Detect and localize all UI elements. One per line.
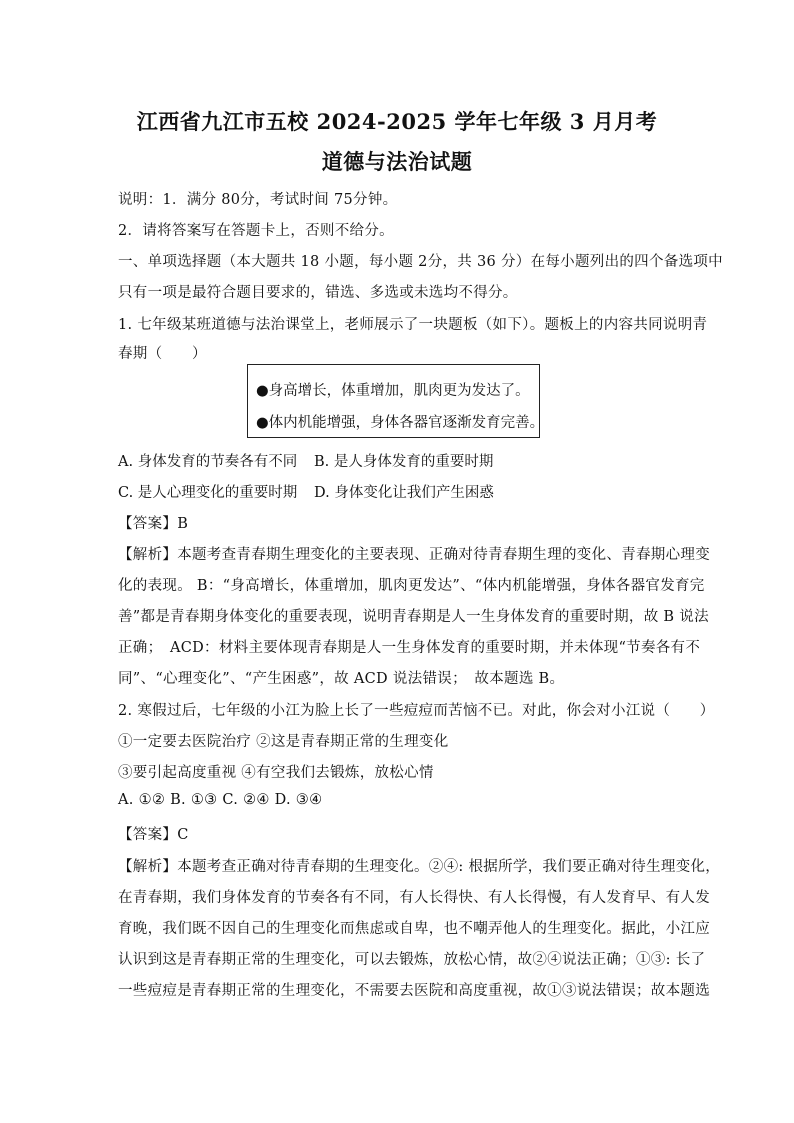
q2-analysis-line-2: 在青春期，我们身体发育的节奏各有不同，有人长得快、有人长得慢，有人发育早、有人发 [118, 890, 710, 906]
q1-analysis-line-2: 化的表现。 B：“身高增长，体重增加，肌肉更发达”、“体内机能增强，身体各器官发育完 [118, 578, 705, 594]
q2-choices-line-2: ③要引起高度重视 ④有空我们去锻炼，放松心情 [118, 765, 434, 781]
q1-stem-line-1: 1. 七年级某班道德与法治课堂上，老师展示了一块题板（如下）。题板上的内容共同说明青 [118, 317, 708, 333]
instruction-line-1: 说明：1．满分 80分，考试时间 75分钟。 [118, 192, 398, 208]
section-heading-line-2: 只有一项是最符合题目要求的，错选、多选或未选均不得分。 [118, 285, 518, 301]
q2-analysis-line-5: 一些痘痘是青春期正常的生理变化，不需要去医院和高度重视，故①③说法错误；故本题选 [118, 983, 710, 999]
q2-answer: 【答案】C [118, 827, 189, 843]
q1-board [247, 364, 545, 438]
q1-answer: 【答案】B [118, 516, 189, 532]
exam-subtitle: 道德与法治试题 [321, 149, 473, 174]
q1-analysis-line-5: 同”、“心理变化”、“产生困惑”，故 ACD 说法错误； 故本题选 B。 [118, 671, 565, 687]
q2-stem: 2. 寒假过后，七年级的小江为脸上长了一些痘痘而苦恼不已。对此，你会对小江说（ ） [118, 703, 715, 719]
instruction-line-2: 2．请将答案写在答题卡上，否则不给分。 [118, 223, 394, 239]
q1-option-d: D. 身体变化让我们产生困惑 [314, 485, 494, 501]
q1-analysis-line-1: 【解析】本题考查青春期生理变化的主要表现、正确对待青春期生理的变化、青春期心理变 [118, 547, 710, 563]
q1-option-a: A. 身体发育的节奏各有不同 [118, 454, 298, 470]
q2-options: A. ①② B. ①③ C. ②④ D. ③④ [118, 792, 323, 808]
q1-stem-line-2: 春期（ ） [118, 346, 207, 362]
q1-option-b: B. 是人身体发育的重要时期 [314, 454, 494, 470]
section-heading-line-1: 一、单项选择题（本大题共 18 小题，每小题 2分，共 36 分）在每小题列出的四个备选项中 [118, 254, 723, 270]
q1-option-c: C. 是人心理变化的重要时期 [118, 485, 298, 501]
q1-analysis-line-4: 正确； ACD：材料主要体现青春期是人一生身体发育的重要时期，并未体现“节奏各有不 [118, 640, 701, 656]
q2-analysis-line-1: 【解析】本题考查正确对待青春期的生理变化。②④: 根据所学，我们要正确对待生理变化， [118, 859, 721, 875]
q2-analysis-line-3: 育晚，我们既不因自己的生理变化而焦虑或自卑，也不嘲弄他人的生理变化。据此，小江应 [118, 921, 710, 937]
q1-analysis-line-3: 善”都是青春期身体变化的重要表现，说明青春期是人一生身体发育的重要时期，故 B 说法 [118, 609, 709, 625]
q1-board-line-2: ●体内机能增强，身体各器官逐渐发育完善。 [256, 415, 545, 431]
q2-choices-line-1: ①一定要去医院治疗 ②这是青春期正常的生理变化 [118, 734, 449, 750]
q1-board-line-1: ●身高增长，体重增加，肌肉更为发达了。 [256, 383, 530, 399]
exam-title: 江西省九江市五校 2024-2025 学年七年级 3 月月考 [136, 109, 658, 134]
q2-analysis-line-4: 认识到这是青春期正常的生理变化，可以去锻炼，放松心情，故②④说法正确；①③: 长了 [118, 952, 706, 968]
